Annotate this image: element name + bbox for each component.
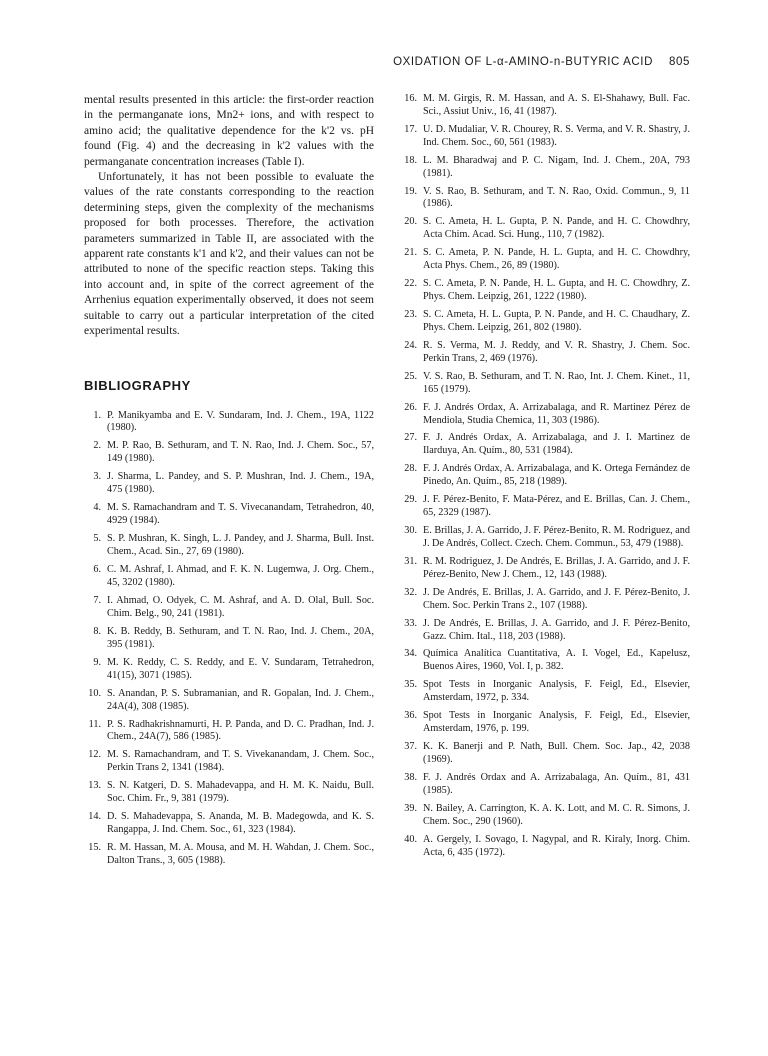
reference-number: 39.: [404, 802, 417, 814]
running-header: [0, 56, 690, 68]
body-paragraph-2: Unfortunately, it has not been possible to evaluate the values of the rate constants corresponding to the reaction determining steps, given the complexity of the mechanisms proposed for both processes. Therefore, the activation parameters summarized in Table II, are associated with the apparent rate constants k'1 and k'2, and their values can not be attributed to none of the specific reaction steps. Taking this into account and, in spite of the correct agreement of the Arrhenius equation experimentally observed, it does not seem suitable to carry out a particular interpretation of the cited experimental results.: [84, 171, 374, 338]
reference-text: S. C. Ameta, H. L. Gupta, P. N. Pande, and H. C. Chowdhry, Acta Chim. Acad. Sci. Hung., 110, 7 (1982).: [423, 216, 690, 241]
left-column: [84, 93, 374, 873]
reference-text: C. M. Ashraf, I. Ahmad, and F. K. N. Lugemwa, J. Org. Chem., 45, 3202 (1980).: [107, 564, 374, 588]
reference-item: [400, 278, 690, 304]
reference-number: 31.: [404, 555, 417, 567]
right-column: [400, 93, 690, 864]
reference-item: [400, 556, 690, 582]
reference-text: R. M. Hassan, M. A. Mousa, and M. H. Wahdan, J. Chem. Soc., Dalton Trans., 3, 605 (1988).: [107, 842, 374, 867]
reference-number: 35.: [404, 679, 417, 691]
reference-text: S. N. Katgeri, D. S. Mahadevappa, and H. M. K. Naidu, Bull. Soc. Chim. Fr., 9, 381 (1979).: [107, 780, 374, 805]
reference-item: [400, 648, 690, 674]
reference-number: 16.: [404, 93, 417, 104]
reference-number: 10.: [88, 687, 101, 699]
reference-number: 17.: [404, 123, 417, 135]
reference-number: 14.: [88, 811, 101, 823]
reference-item: [84, 502, 374, 528]
reference-item: [84, 533, 374, 559]
reference-text: Spot Tests in Inorganic Analysis, F. Feigl, Ed., Elsevier, Amsterdam, 1976, p. 199.: [423, 710, 690, 735]
reference-item: [400, 587, 690, 613]
reference-number: 11.: [88, 718, 101, 730]
reference-item: [84, 719, 374, 745]
reference-item: [400, 525, 690, 551]
reference-item: [400, 494, 690, 520]
reference-number: 25.: [404, 370, 417, 382]
reference-text: J. F. Pérez-Benito, F. Mata-Pérez, and E. Brillas, Can. J. Chem., 65, 2329 (1987).: [423, 494, 690, 519]
reference-text: J. De Andrés, E. Brillas, J. A. Garrido, and J. F. Pérez-Benito, Gazz. Chim. Ital., 118, 203 (1988).: [423, 617, 690, 642]
reference-text: J. Sharma, L. Pandey, and S. P. Mushran, Ind. J. Chem., 19A, 475 (1980).: [107, 471, 374, 496]
reference-item: [84, 440, 374, 466]
reference-item: [400, 463, 690, 489]
reference-number: 22.: [404, 278, 417, 290]
reference-number: 37.: [404, 741, 417, 753]
reference-text: J. De Andrés, E. Brillas, J. A. Garrido, and J. F. Pérez-Benito, J. Chem. Soc. Perkin Trans 2., 107 (1988).: [423, 586, 690, 611]
reference-text: S. Anandan, P. S. Subramanian, and R. Gopalan, Ind. J. Chem., 24A(4), 308 (1985).: [107, 687, 374, 712]
reference-item: [84, 626, 374, 652]
reference-number: 32.: [404, 586, 417, 598]
reference-item: [400, 371, 690, 397]
reference-text: A. Gergely, I. Sovago, I. Nagypal, and R. Kiraly, Inorg. Chim. Acta, 6, 435 (1972).: [423, 833, 690, 858]
reference-number: 15.: [88, 842, 101, 854]
reference-number: 28.: [404, 463, 417, 475]
reference-text: R. S. Verma, M. J. Reddy, and V. R. Shastry, J. Chem. Soc. Perkin Trans, 2, 469 (1976).: [423, 339, 690, 364]
reference-item: [400, 710, 690, 736]
reference-number: 5.: [93, 533, 101, 545]
reference-item: [400, 155, 690, 181]
reference-number: 18.: [404, 154, 417, 166]
reference-item: [84, 410, 374, 436]
reference-number: 30.: [404, 525, 417, 537]
reference-number: 2.: [93, 440, 101, 452]
reference-text: P. S. Radhakrishnamurti, H. P. Panda, and D. C. Pradhan, Ind. J. Chem., 24A(7), 586 (1985).: [107, 718, 374, 743]
reference-number: 4.: [93, 502, 101, 514]
reference-number: 26.: [404, 401, 417, 413]
reference-list-left: [84, 410, 374, 869]
reference-number: 29.: [404, 494, 417, 506]
reference-number: 9.: [93, 656, 101, 668]
reference-text: M. S. Ramachandram and T. S. Vivecanandam, Tetrahedron, 40, 4929 (1984).: [107, 502, 374, 527]
reference-item: [400, 432, 690, 458]
reference-item: [400, 186, 690, 212]
reference-number: 34.: [404, 648, 417, 660]
reference-text: R. M. Rodriguez, J. De Andrés, E. Brillas, J. A. Garrido, and J. F. Pérez-Benito, New J. Chem., 12, 143 (1988).: [423, 555, 690, 580]
reference-text: F. J. Andrés Ordax, A. Arrizabalaga, and R. Martinez Pérez de Mendiola, Studia Chemica, 11, 303 (1986).: [423, 401, 690, 426]
reference-item: [84, 811, 374, 837]
reference-text: V. S. Rao, B. Sethuram, and T. N. Rao, Int. J. Chem. Kinet., 11, 165 (1979).: [423, 370, 690, 395]
reference-item: [400, 93, 690, 119]
reference-number: 1.: [93, 409, 101, 421]
reference-item: [400, 216, 690, 242]
reference-number: 23.: [404, 309, 417, 321]
reference-text: F. J. Andrés Ordax and A. Arrizabalaga, An. Quím., 81, 431 (1985).: [423, 771, 690, 796]
reference-number: 21.: [404, 247, 417, 259]
reference-item: [84, 780, 374, 806]
reference-item: [400, 834, 690, 860]
reference-item: [400, 124, 690, 150]
reference-text: S. C. Ameta, P. N. Pande, H. L. Gupta, and H. C. Chowdhry, Acta Phys. Chem., 26, 89 (1980).: [423, 247, 690, 272]
reference-item: [400, 402, 690, 428]
reference-number: 3.: [93, 471, 101, 483]
reference-number: 13.: [88, 780, 101, 792]
reference-text: E. Brillas, J. A. Garrido, J. F. Pérez-Benito, R. M. Rodriguez, and J. De Andrés, Collect. Czech. Chem. Commun., 53, 479 (1988).: [423, 525, 690, 549]
reference-text: P. Manikyamba and E. V. Sundaram, Ind. J. Chem., 19A, 1122 (1980).: [107, 409, 374, 434]
reference-item: [400, 803, 690, 829]
reference-number: 27.: [404, 432, 417, 444]
reference-text: M. P. Rao, B. Sethuram, and T. N. Rao, Ind. J. Chem. Soc., 57, 149 (1980).: [107, 440, 374, 465]
reference-text: F. J. Andrés Ordax, A. Arrizabalaga, and J. I. Martinez de Ilarduya, An. Quím., 80, 531 (1984).: [423, 432, 690, 457]
reference-item: [400, 772, 690, 798]
reference-text: K. K. Banerji and P. Nath, Bull. Chem. Soc. Jap., 42, 2038 (1969).: [423, 741, 690, 765]
reference-text: M. K. Reddy, C. S. Reddy, and E. V. Sundaram, Tetrahedron, 41(15), 3071 (1985).: [107, 656, 374, 681]
reference-number: 38.: [404, 771, 417, 783]
reference-text: U. D. Mudaliar, V. R. Chourey, R. S. Verma, and V. R. Shastry, J. Ind. Chem. Soc., 60, 561 (1983).: [423, 123, 690, 148]
reference-text: Química Analítica Cuantitativa, A. I. Vogel, Ed., Kapelusz, Buenos Aires, 1960, Vol. I, p. 382.: [423, 648, 690, 673]
reference-item: [400, 618, 690, 644]
reference-number: 33.: [404, 617, 417, 629]
reference-item: [84, 471, 374, 497]
reference-text: V. S. Rao, B. Sethuram, and T. N. Rao, Oxid. Commun., 9, 11 (1986).: [423, 185, 690, 210]
reference-item: [84, 595, 374, 621]
reference-text: M. M. Girgis, R. M. Hassan, and A. S. El-Shahawy, Bull. Fac. Sci., Assiut Univ., 16, 41 (1987).: [423, 93, 690, 117]
reference-item: [400, 340, 690, 366]
reference-text: L. M. Bharadwaj and P. C. Nigam, Ind. J. Chem., 20A, 793 (1981).: [423, 154, 690, 179]
reference-text: F. J. Andrés Ordax, A. Arrizabalaga, and K. Ortega Fernández de Pinedo, An. Quím., 85, 218 (1989).: [423, 463, 690, 488]
reference-number: 7.: [93, 594, 101, 606]
reference-text: S. C. Ameta, P. N. Pande, H. L. Gupta, and H. C. Chowdhry, Z. Phys. Chem. Leipzig, 261, 1222 (1980).: [423, 278, 690, 303]
reference-item: [84, 688, 374, 714]
reference-number: 8.: [93, 625, 101, 637]
reference-text: K. B. Reddy, B. Sethuram, and T. N. Rao, Ind. J. Chem., 20A, 395 (1981).: [107, 625, 374, 650]
reference-item: [84, 657, 374, 683]
reference-item: [84, 842, 374, 868]
reference-number: 24.: [404, 339, 417, 351]
reference-item: [400, 309, 690, 335]
reference-text: Spot Tests in Inorganic Analysis, F. Feigl, Ed., Elsevier, Amsterdam, 1972, p. 334.: [423, 679, 690, 704]
reference-item: [84, 564, 374, 590]
reference-item: [400, 247, 690, 273]
reference-list-right: [400, 93, 690, 859]
bibliography-heading: BIBLIOGRAPHY: [84, 377, 191, 393]
reference-text: N. Bailey, A. Carrington, K. A. K. Lott, and M. C. R. Simons, J. Chem. Soc., 290 (1960).: [423, 802, 690, 827]
reference-number: 36.: [404, 710, 417, 722]
reference-number: 40.: [404, 833, 417, 845]
reference-number: 19.: [404, 185, 417, 197]
reference-text: I. Ahmad, O. Odyek, C. M. Ashraf, and A. D. Olal, Bull. Soc. Chim. Belg., 90, 241 (1981).: [107, 594, 374, 619]
reference-item: [84, 749, 374, 775]
body-paragraph-1: mental results presented in this article: the first-order reaction in the permanganate ions, Mn2+ ions, and with respect to amino acid; the qualitative dependence for the k'2 vs. pH found (Fig. 4) and the decreasing in k'2 values with the permanganate concentration increases (Table I).: [84, 94, 374, 168]
reference-item: [400, 741, 690, 767]
reference-text: D. S. Mahadevappa, S. Ananda, M. B. Madegowda, and K. S. Rangappa, J. Ind. Chem. Soc., 61, 323 (1984).: [107, 811, 374, 836]
reference-number: 20.: [404, 216, 417, 228]
reference-text: S. P. Mushran, K. Singh, L. J. Pandey, and J. Sharma, Bull. Inst. Chem., Acad. Sin., 27, 69 (1980).: [107, 533, 374, 558]
reference-number: 6.: [93, 564, 101, 576]
running-title: OXIDATION OF L-α-AMINO-n-BUTYRIC ACID: [393, 56, 653, 68]
reference-number: 12.: [88, 749, 101, 761]
reference-text: S. C. Ameta, H. L. Gupta, P. N. Pande, and H. C. Chaudhary, Z. Phys. Chem. Leipzig, 261, 802 (1980).: [423, 309, 690, 333]
reference-text: M. S. Ramachandram, and T. S. Vivekanandam, J. Chem. Soc., Perkin Trans 2, 1341 (1984).: [107, 749, 374, 774]
reference-item: [400, 679, 690, 705]
page-number: 805: [669, 56, 690, 68]
